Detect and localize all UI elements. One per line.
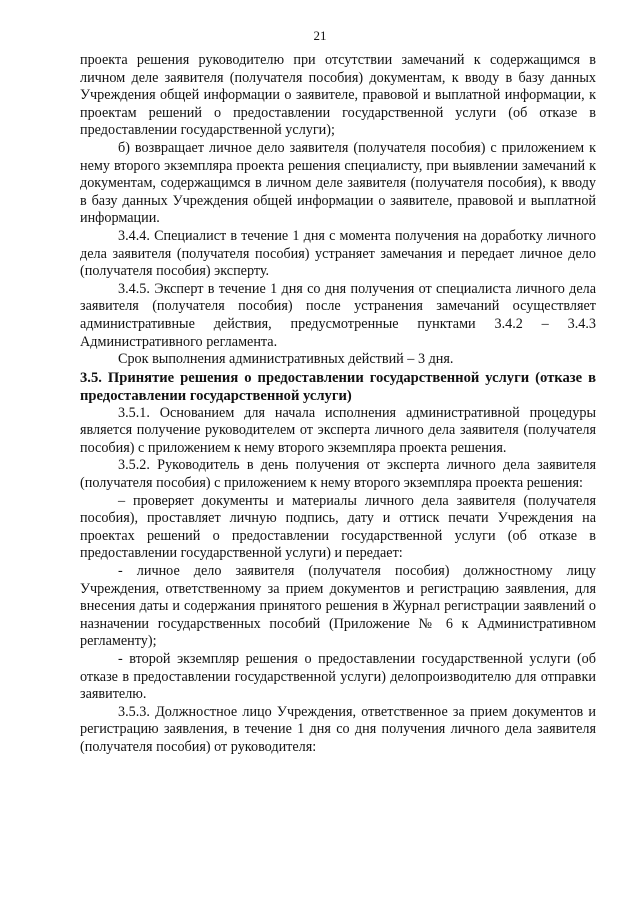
paragraph: проекта решения руководителю при отсутствии замечаний к содержащимся в личном деле заявителя (получателя пособия) документам, к вводу в базу данных Учреждения общей информации о заявителе, правовой и выплатной информации, к проектам решений о предоставлении государственной услуги (об отказе в предоставлении государственной услуги); xyxy=(80,52,596,139)
paragraph: 3.5.3. Должностное лицо Учреждения, ответственное за прием документов и регистрацию заявления, в течение 1 дня со дня получения личного дела заявителя (получателя пособия) от руководителя: xyxy=(80,703,596,755)
section-heading: 3.5. Принятие решения о предоставлении государственной услуги (отказе в предоставлении государственной услуги) xyxy=(80,369,596,404)
paragraph: б) возвращает личное дело заявителя (получателя пособия) с приложением к нему второго экземпляра проекта решения специалисту, при выявлении замечаний к документам, содержащимся в личном деле заявителя (получателя пособия), к вводу в базу данных Учреждения общей информации о заявителе, правовой и выплатной информации. xyxy=(80,139,596,227)
document-body xyxy=(80,52,596,757)
paragraph: - второй экземпляр решения о предоставлении государственной услуги (об отказе в предоставлении государственной услуги) делопроизводителю для отправки заявителю. xyxy=(80,651,596,703)
paragraph: 3.5.2. Руководитель в день получения от эксперта личного дела заявителя (получателя пособия) с приложением к нему второго экземпляра проекта решения: xyxy=(80,457,596,492)
page-number: 21 xyxy=(313,28,327,43)
paragraph: 3.4.5. Эксперт в течение 1 дня со дня получения от специалиста личного дела заявителя (получателя пособия) после устранения замечаний осуществляет административные действия, предусмотренные пунктами 3.4.2 – 3.4.3 Административного регламента. xyxy=(80,280,596,350)
paragraph: Срок выполнения административных действий – 3 дня. xyxy=(118,351,454,368)
paragraph: – проверяет документы и материалы личного дела заявителя (получателя пособия), проставляет личную подпись, дату и оттиск печати Учреждения на проектах решений о предоставлении государственной услуги (об отказе в предоставлении государственной услуги) и передает: xyxy=(80,492,596,562)
paragraph: 3.4.4. Специалист в течение 1 дня с момента получения на доработку личного дела заявителя (получателя пособия) устраняет замечания и передает личное дело (получателя пособия) эксперту. xyxy=(80,227,596,280)
paragraph: 3.5.1. Основанием для начала исполнения административной процедуры является получение руководителем от эксперта личного дела заявителя (получателя пособия) с приложением к нему второго экземпляра проекта решения. xyxy=(80,404,596,456)
paragraph: - личное дело заявителя (получателя пособия) должностному лицу Учреждения, ответственному за прием документов и регистрацию заявления, для внесения даты и содержания принятого решения в Журнал регистрации заявлений о назначении государственных пособий (Приложение № 6 к Административном регламенту); xyxy=(80,563,596,650)
